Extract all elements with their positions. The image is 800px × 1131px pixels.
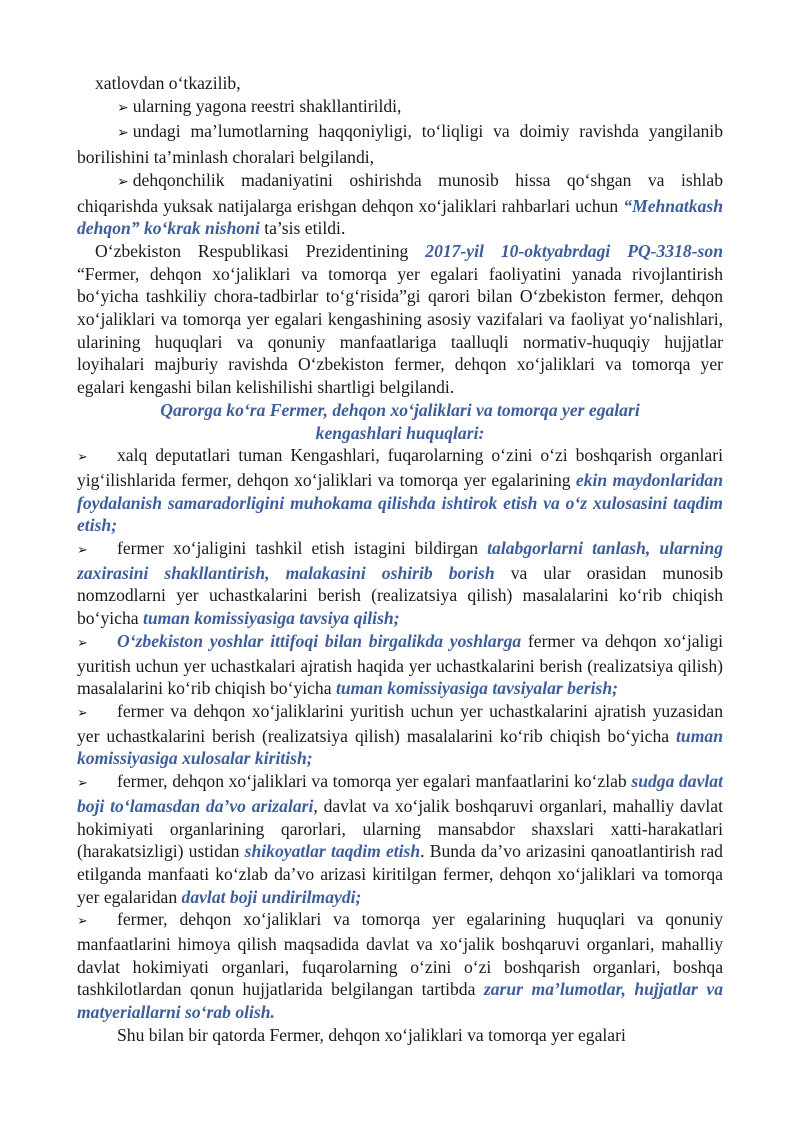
- body-paragraph: Oʻzbekiston Respublikasi Prezidentining 2017-yil 10-oktyabrdagi PQ-3318-son “Fermer, dehqon xoʻjaliklari va tomorqa yer egalari faoliyatini yanada rivojlantirish boʻyicha tashkiliy chora-tadbirlar toʻgʻrisida”gi qarori bilan Oʻzbekiston fermer, dehqon xoʻjaliklari va tomorqa yer egalari kengashining asosiy vazifalari va faoliyat yoʻnalishlari, ularining huquqlari va qonuniy manfaatlariga taalluqli normativ-huquqiy hujjatlar loyihalari majburiy ravishda Oʻzbekiston fermer, dehqon xoʻjaliklari va tomorqa yer egalari kengashi bilan kelishilishi shartligi belgilandi.: [77, 240, 723, 398]
- highlight-text: zarur ma’lumotlar, hujjatlar va matyeriallarni soʻrab olish.: [77, 979, 723, 1023]
- list-item: ➢ Oʻzbekiston yoshlar ittifoqi bilan birgalikda yoshlarga fermer va dehqon xoʻjaligi yuritish uchun yer uchastkalari ajratish haqida yer uchastkalarini berish (realizatsiya qilish) masalalarini koʻrib chiqish boʻyicha tuman komissiyasiga tavsiyalar berish;: [77, 630, 724, 699]
- highlight-text: 2017-yil 10-oktyabrdagi PQ-3318-son: [425, 240, 723, 261]
- bullet-paragraph: ➢ dehqonchilik madaniyatini oshirishda munosib hissa qoʻshgan va ishlab chiqarishda yuksak natijalarga erishgan dehqon xoʻjaliklari rahbarlari uchun “Mehnatkash dehqon” koʻkrak nishoni ta’sis etildi.: [77, 169, 723, 239]
- arrow-bullet-icon: ➢: [77, 542, 88, 558]
- list-item: ➢ fermer, dehqon xoʻjaliklari va tomorqa yer egalari manfaatlarini koʻzlab sudga davlat boji toʻlamasdan da’vo arizalari, davlat va xoʻjalik boshqaruvi organlari, mahalliy davlat hokimiyati organlarining qarorlari, ularning mansabdor shaxslari xatti-harakatlari (harakatsizligi) ustidan shikoyatlar taqdim etish. Bunda da’vo arizasini qanoatlantirish rad etilganda manfaati koʻzlab da’vo arizasi kiritilgan fermer, dehqon xoʻjaliklari va tomorqa yer egalaridan davlat boji undirilmaydi;: [77, 771, 724, 907]
- paragraph-continuation: xatlovdan oʻtkazilib,: [95, 73, 241, 93]
- list-item: ➢ fermer, dehqon xoʻjaliklari va tomorqa yer egalarining huquqlari va qonuniy manfaatlarini himoya qilish maqsadida davlat va xoʻjalik boshqaruvi organlari, mahalliy davlat hokimiyati organlari, fuqarolarning oʻzini oʻzi boshqarish organlari, boshqa tashkilotlardan qonun hujjatlarida belgilangan tartibda zarur ma’lumotlar, hujjatlar va matyeriallarni soʻrab olish.: [77, 909, 723, 1023]
- section-heading: Qarorga koʻra Fermer, dehqon xoʻjaliklari va tomorqa yer egalari kengashlari huquqlari:: [160, 399, 640, 443]
- arrow-bullet-icon: ➢: [77, 775, 88, 791]
- highlight-text: davlat boji undirilmaydi;: [181, 886, 362, 907]
- bullet-paragraph: ➢ ularning yagona reestri shakllantirildi,: [117, 95, 402, 116]
- highlight-text: tuman komissiyasiga xulosalar kiritish;: [77, 725, 723, 769]
- highlight-text: tuman komissiyasiga tavsiyalar berish;: [335, 678, 618, 699]
- document-page: [77, 72, 723, 1047]
- arrow-bullet-icon: ➢: [117, 126, 129, 142]
- bullet-paragraph: ➢ undagi ma’lumotlarning haqqoniyligi, toʻliqligi va doimiy ravishda yangilanib borilishini ta’minlash choralari belgilandi,: [77, 121, 723, 168]
- arrow-bullet-icon: ➢: [117, 100, 129, 116]
- highlight-text: “Mehnatkash dehqon” koʻkrak nishoni: [77, 195, 723, 239]
- arrow-bullet-icon: ➢: [77, 634, 88, 650]
- list-item: ➢ xalq deputatlari tuman Kengashlari, fuqarolarning oʻzini oʻzi boshqarish organlari yigʻilishlarida fermer, dehqon xoʻjaliklari va tomorqa yer egalarining ekin maydonlaridan foydalanish samaradorligini muhokama qilishda ishtirok etish va oʻz xulosasini taqdim etish;: [77, 445, 723, 536]
- highlight-text: tuman komissiyasiga tavsiya qilish;: [142, 608, 400, 629]
- list-item: ➢ fermer xoʻjaligini tashkil etish istagini bildirgan talabgorlarni tanlash, ularning zaxirasini shakllantirish, malakasini oshirib borish va ular orasidan munosib nomzodlarni yer uchastkalarini berish (realizatsiya qilish) masalalarini koʻrib chiqish boʻyicha tuman komissiyasiga tavsiya qilish;: [77, 538, 723, 629]
- arrow-bullet-icon: ➢: [77, 913, 88, 929]
- arrow-bullet-icon: ➢: [77, 704, 88, 720]
- highlight-text: shikoyatlar taqdim etish: [244, 841, 421, 862]
- body-paragraph: Shu bilan bir qatorda Fermer, dehqon xoʻjaliklari va tomorqa yer egalari: [117, 1024, 626, 1045]
- highlight-text: Oʻzbekiston yoshlar ittifoqi bilan birgalikda yoshlarga: [117, 630, 522, 651]
- arrow-bullet-icon: ➢: [77, 449, 88, 465]
- highlight-text: talabgorlarni tanlash, ularning zaxirasini shakllantirish, malakasini oshirib borish: [77, 538, 723, 583]
- arrow-bullet-icon: ➢: [117, 174, 129, 190]
- highlight-text: ekin maydonlaridan foydalanish samaradorligini muhokama qilishda ishtirok etish va oʻz xulosasini taqdim etish;: [77, 469, 723, 536]
- list-item: ➢ fermer va dehqon xoʻjaliklarini yuritish uchun yer uchastkalarini ajratish yuzasidan yer uchastkalarini berish (realizatsiya qilish) masalalarini koʻrib chiqish boʻyicha tuman komissiyasiga xulosalar kiritish;: [77, 700, 723, 769]
- highlight-text: sudga davlat boji toʻlamasdan da’vo arizalari: [77, 771, 723, 816]
